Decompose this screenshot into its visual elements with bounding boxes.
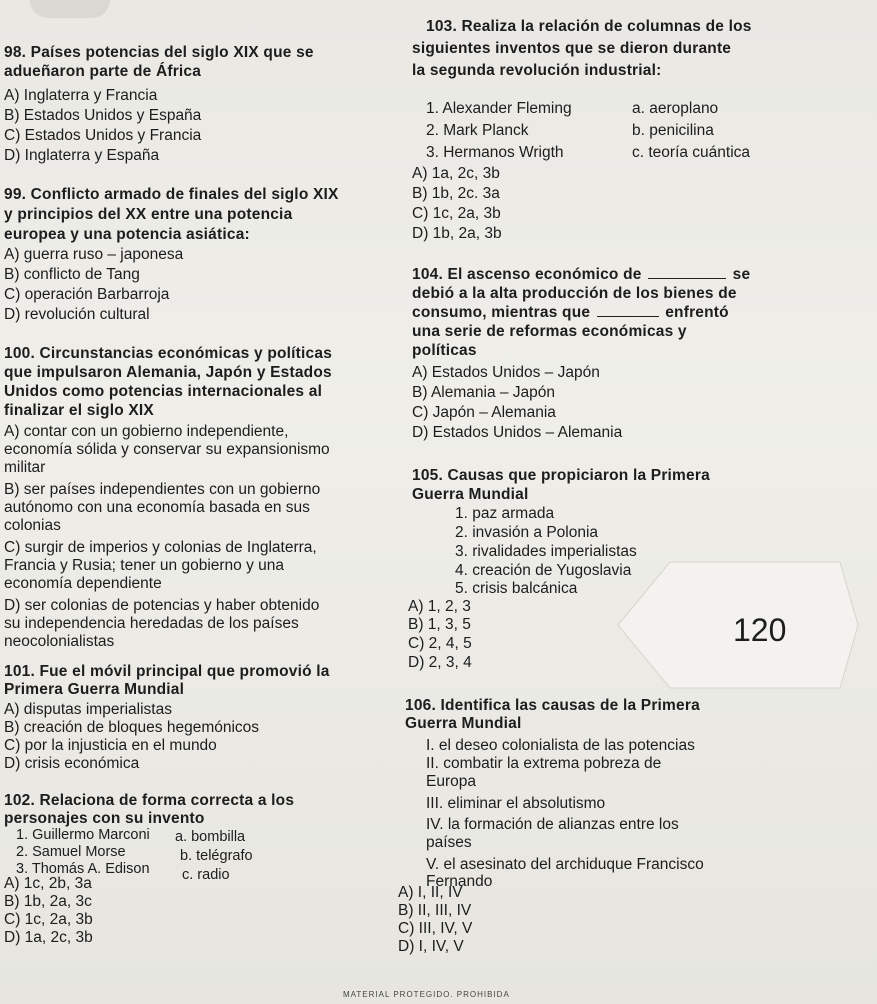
q99-option-d: D) revolución cultural bbox=[4, 306, 150, 323]
q99-title-line1: 99. Conflicto armado de finales del siglo XIX bbox=[4, 186, 339, 203]
paper-smudge bbox=[30, 0, 110, 18]
q103-person: 2. Mark Planck bbox=[426, 122, 529, 139]
q100-line: su independencia heredadas de los países bbox=[4, 615, 299, 632]
q106-item: Europa bbox=[426, 773, 476, 790]
q102-option-b: B) 1b, 2a, 3c bbox=[4, 893, 92, 910]
q101-title-line1: 101. Fue el móvil principal que promovió la bbox=[4, 663, 330, 680]
q100-title-line3: Unidos como potencias internacionales al bbox=[4, 383, 323, 400]
page-number: 120 bbox=[733, 612, 787, 648]
q104-option-b: B) Alemania – Japón bbox=[412, 384, 556, 401]
q103-invention: a. aeroplano bbox=[632, 100, 719, 117]
q102-option-a: A) 1c, 2b, 3a bbox=[4, 875, 92, 892]
q105-option-a: A) 1, 2, 3 bbox=[408, 598, 471, 615]
q103-invention: b. penicilina bbox=[632, 122, 714, 139]
q104-title-part3: consumo, mientras que bbox=[412, 304, 591, 321]
q101-option-a: A) disputas imperialistas bbox=[4, 701, 172, 718]
q104-blank-2 bbox=[597, 304, 659, 317]
q99-title-line2: y principios del XX entre una potencia bbox=[4, 206, 293, 223]
q100-title-line1: 100. Circunstancias económicas y políticas bbox=[4, 345, 333, 362]
q102-person: 3. Thomás A. Edison bbox=[16, 861, 150, 877]
q101-option-c: C) por la injusticia en el mundo bbox=[4, 737, 217, 754]
q103-person: 1. Alexander Fleming bbox=[426, 100, 572, 117]
q103-title-line1: 103. Realiza la relación de columnas de los bbox=[426, 18, 752, 35]
q106-item: I. el deseo colonialista de las potencias bbox=[426, 737, 695, 754]
q102-person: 1. Guillermo Marconi bbox=[16, 827, 150, 843]
copyright-footer: MATERIAL PROTEGIDO. PROHIBIDA bbox=[343, 990, 510, 999]
q104-option-d: D) Estados Unidos – Alemania bbox=[412, 424, 623, 441]
q100-line: C) surgir de imperios y colonias de Inglaterra, bbox=[4, 539, 317, 556]
q102-person: 2. Samuel Morse bbox=[16, 844, 126, 860]
q100-line: A) contar con un gobierno independiente, bbox=[4, 423, 289, 440]
q98-option-a: A) Inglaterra y Francia bbox=[4, 87, 158, 104]
q102-option-d: D) 1a, 2c, 3b bbox=[4, 929, 93, 946]
q100-line: colonias bbox=[4, 517, 61, 534]
q103-invention: c. teoría cuántica bbox=[632, 144, 751, 161]
q100-line: D) ser colonias de potencias y haber obtenido bbox=[4, 597, 320, 614]
q105-item: 3. rivalidades imperialistas bbox=[455, 543, 637, 560]
q102-title-line1: 102. Relaciona de forma correcta a los bbox=[4, 792, 295, 809]
q100-line: autónomo con una economía basada en sus bbox=[4, 499, 310, 516]
q104-title-line1 bbox=[412, 266, 750, 284]
q101-option-d: D) crisis económica bbox=[4, 755, 140, 772]
q99-option-a: A) guerra ruso – japonesa bbox=[4, 246, 184, 263]
q106-item: países bbox=[426, 834, 472, 851]
q104-title-line2: debió a la alta producción de los bienes de bbox=[412, 285, 737, 302]
q104-title-line3 bbox=[412, 304, 729, 322]
q105-option-c: C) 2, 4, 5 bbox=[408, 635, 472, 652]
q105-item: 2. invasión a Polonia bbox=[455, 524, 599, 541]
page-number-badge bbox=[600, 560, 860, 690]
q99-title-line3: europea y una potencia asiática: bbox=[4, 226, 250, 243]
q100-line: economía dependiente bbox=[4, 575, 162, 592]
q104-title-part4: enfrentó bbox=[665, 304, 729, 321]
q105-item: 4. creación de Yugoslavia bbox=[455, 562, 632, 579]
q106-item: IV. la formación de alianzas entre los bbox=[426, 816, 679, 833]
q106-item: II. combatir la extrema pobreza de bbox=[426, 755, 662, 772]
q103-option-c: C) 1c, 2a, 3b bbox=[412, 205, 501, 222]
q105-option-d: D) 2, 3, 4 bbox=[408, 654, 472, 671]
q101-option-b: B) creación de bloques hegemónicos bbox=[4, 719, 260, 736]
q98-title-line2: adueñaron parte de África bbox=[4, 63, 202, 80]
q105-title-line2: Guerra Mundial bbox=[412, 486, 529, 503]
q106-title-line2: Guerra Mundial bbox=[405, 715, 522, 732]
q100-line: economía sólida y conservar su expansionismo bbox=[4, 441, 330, 458]
q104-option-c: C) Japón – Alemania bbox=[412, 404, 556, 421]
q104-option-a: A) Estados Unidos – Japón bbox=[412, 364, 600, 381]
q106-item: Fernando bbox=[426, 873, 493, 890]
q105-option-b: B) 1, 3, 5 bbox=[408, 616, 471, 633]
q102-option-c: C) 1c, 2a, 3b bbox=[4, 911, 93, 928]
q103-person: 3. Hermanos Wrigth bbox=[426, 144, 564, 161]
q103-title-line2: siguientes inventos que se dieron durante bbox=[412, 40, 732, 57]
q104-title-line4: una serie de reformas económicas y bbox=[412, 323, 687, 340]
q102-invention: a. bombilla bbox=[175, 829, 246, 845]
q99-option-b: B) conflicto de Tang bbox=[4, 266, 140, 283]
q103-option-b: B) 1b, 2c. 3a bbox=[412, 185, 500, 202]
q106-option-a: A) I, II, IV bbox=[398, 884, 463, 901]
q98-option-b: B) Estados Unidos y España bbox=[4, 107, 202, 124]
q101-title-line2: Primera Guerra Mundial bbox=[4, 681, 185, 698]
q100-title-line2: que impulsaron Alemania, Japón y Estados bbox=[4, 364, 332, 381]
q104-title-part1: 104. El ascenso económico de bbox=[412, 266, 642, 283]
q106-option-d: D) I, IV, V bbox=[398, 938, 464, 955]
q106-item: III. eliminar el absolutismo bbox=[426, 795, 606, 812]
q104-title-part2: se bbox=[732, 266, 751, 283]
q100-line: neocolonialistas bbox=[4, 633, 115, 650]
q98-title-line1: 98. Países potencias del siglo XIX que se bbox=[4, 44, 314, 61]
q104-title-line5: políticas bbox=[412, 342, 477, 359]
q105-title-line1: 105. Causas que propiciaron la Primera bbox=[412, 467, 710, 484]
q98-option-d: D) Inglaterra y España bbox=[4, 147, 160, 164]
q106-option-b: B) II, III, IV bbox=[398, 902, 472, 919]
q103-option-d: D) 1b, 2a, 3b bbox=[412, 225, 502, 242]
q106-option-c: C) III, IV, V bbox=[398, 920, 473, 937]
q100-line: Francia y Rusia; tener un gobierno y una bbox=[4, 557, 285, 574]
q98-option-c: C) Estados Unidos y Francia bbox=[4, 127, 202, 144]
q100-title-line4: finalizar el siglo XIX bbox=[4, 402, 154, 419]
q102-invention: b. telégrafo bbox=[180, 848, 253, 864]
q102-invention: c. radio bbox=[182, 867, 230, 883]
q100-line: militar bbox=[4, 459, 46, 476]
q103-title-line3: la segunda revolución industrial: bbox=[412, 62, 662, 79]
q105-item: 5. crisis balcánica bbox=[455, 580, 578, 597]
q104-blank-1 bbox=[648, 266, 726, 279]
q103-option-a: A) 1a, 2c, 3b bbox=[412, 165, 500, 182]
q102-title-line2: personajes con su invento bbox=[4, 810, 205, 827]
q105-item: 1. paz armada bbox=[455, 505, 555, 522]
q99-option-c: C) operación Barbarroja bbox=[4, 286, 170, 303]
q106-item: V. el asesinato del archiduque Francisco bbox=[426, 856, 704, 873]
q106-title-line1: 106. Identifica las causas de la Primera bbox=[405, 697, 700, 714]
q100-line: B) ser países independientes con un gobierno bbox=[4, 481, 321, 498]
